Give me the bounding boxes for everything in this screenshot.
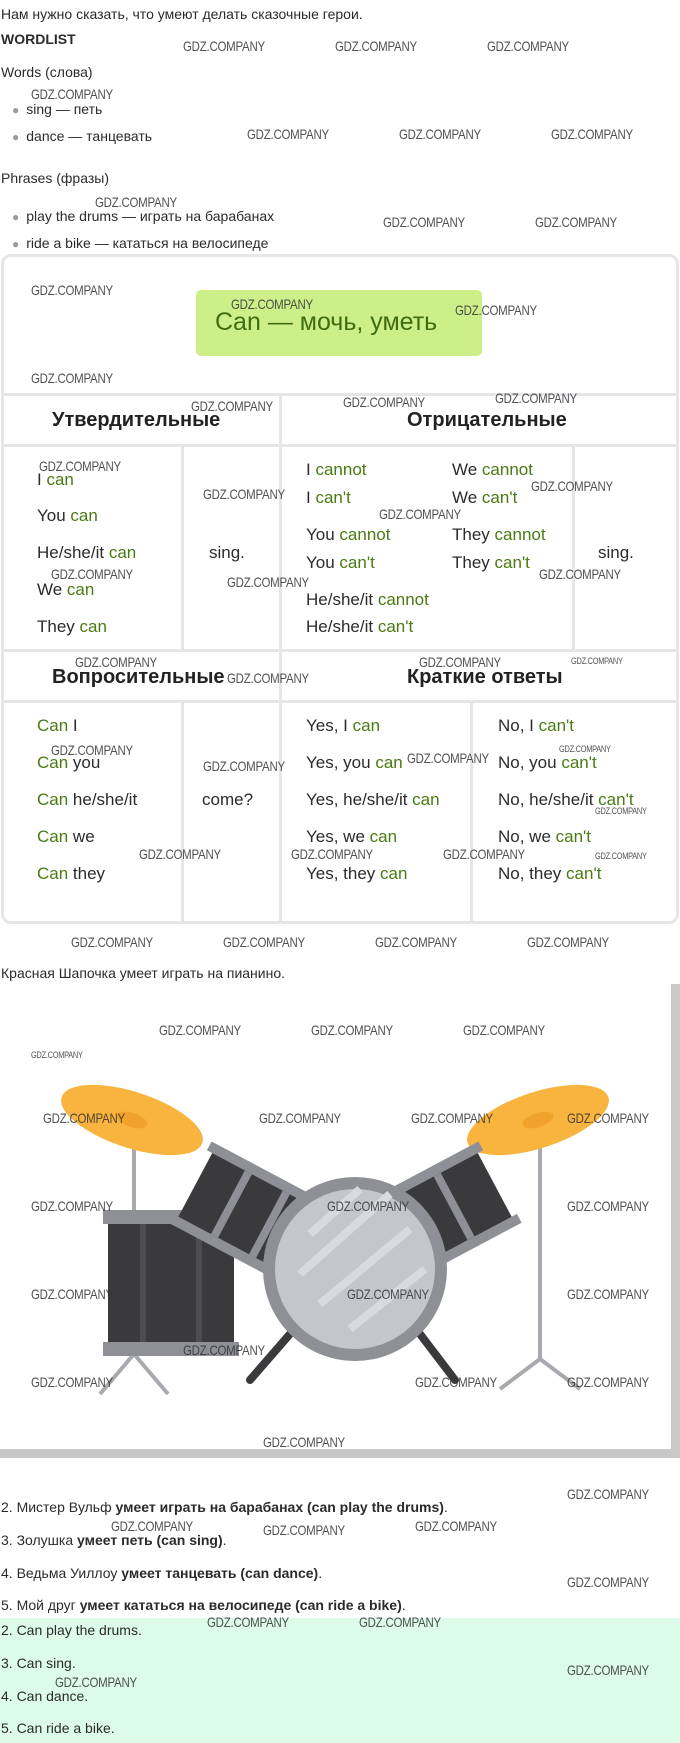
affirmative-main-verb: sing.	[209, 543, 245, 562]
phrases-title: Phrases (фразы)	[1, 170, 109, 186]
answer-line: 4. Can dance.	[1, 1688, 89, 1704]
watermark: GDZ.COMPANY	[375, 934, 457, 950]
watermark: GDZ.COMPANY	[311, 1022, 393, 1038]
phrase-item: ● ride a bike — кататься на велосипеде	[12, 235, 269, 251]
watermark: GDZ.COMPANY	[399, 126, 481, 142]
divider	[1, 444, 679, 447]
watermark: GDZ.COMPANY	[571, 656, 623, 666]
word-item: ● sing — петь	[12, 101, 103, 117]
affirmative-row: We can	[37, 580, 95, 599]
divider	[1, 393, 679, 396]
watermark: GDZ.COMPANY	[51, 742, 133, 758]
watermark: GDZ.COMPANY	[31, 1286, 113, 1302]
watermark: GDZ.COMPANY	[411, 1110, 493, 1126]
watermark: GDZ.COMPANY	[595, 851, 647, 861]
divider	[181, 700, 184, 924]
watermark: GDZ.COMPANY	[51, 566, 133, 582]
watermark: GDZ.COMPANY	[531, 478, 613, 494]
example-sentence: Красная Шапочка умеет играть на пианино.	[1, 965, 286, 981]
watermark: GDZ.COMPANY	[207, 1614, 289, 1630]
question-row: Can he/she/it	[37, 790, 138, 809]
translation-line: 4. Ведьма Уиллоу умеет танцевать (can dance).	[1, 1565, 323, 1581]
watermark: GDZ.COMPANY	[31, 86, 113, 102]
answer-no: No, he/she/it can't	[498, 790, 634, 809]
translation-line: 2. Мистер Вульф умеет играть на барабанах (can play the drums).	[1, 1499, 448, 1515]
answer-no: No, they can't	[498, 864, 602, 883]
grammar-title: Can — мочь, уметь	[215, 308, 438, 336]
affirmative-row: I can	[37, 470, 74, 489]
word-item: ● dance — танцевать	[12, 128, 153, 144]
watermark: GDZ.COMPANY	[567, 1286, 649, 1302]
watermark: GDZ.COMPANY	[567, 1374, 649, 1390]
watermark: GDZ.COMPANY	[159, 1022, 241, 1038]
negative-row: They cannot	[452, 525, 546, 544]
watermark: GDZ.COMPANY	[31, 1374, 113, 1390]
watermark: GDZ.COMPANY	[535, 214, 617, 230]
watermark: GDZ.COMPANY	[455, 302, 537, 318]
watermark: GDZ.COMPANY	[291, 846, 373, 862]
watermark: GDZ.COMPANY	[227, 574, 309, 590]
affirmative-row: They can	[37, 617, 107, 636]
divider	[1, 649, 679, 652]
watermark: GDZ.COMPANY	[383, 214, 465, 230]
watermark: GDZ.COMPANY	[407, 750, 489, 766]
question-row: Can they	[37, 864, 106, 883]
watermark: GDZ.COMPANY	[415, 1374, 497, 1390]
answer-yes: Yes, we can	[306, 827, 398, 846]
watermark: GDZ.COMPANY	[539, 566, 621, 582]
negative-row: He/she/it can't	[306, 617, 414, 636]
watermark: GDZ.COMPANY	[183, 38, 265, 54]
watermark: GDZ.COMPANY	[567, 1110, 649, 1126]
watermark: GDZ.COMPANY	[203, 486, 285, 502]
question-row: Can I	[37, 716, 78, 735]
watermark: GDZ.COMPANY	[343, 394, 425, 410]
watermark: GDZ.COMPANY	[463, 1022, 545, 1038]
question-main-verb: come?	[202, 790, 254, 809]
question-row: Can we	[37, 827, 95, 846]
answer-yes: Yes, I can	[306, 716, 381, 735]
watermark: GDZ.COMPANY	[379, 506, 461, 522]
watermark: GDZ.COMPANY	[327, 1198, 409, 1214]
watermark: GDZ.COMPANY	[487, 38, 569, 54]
header-affirmative: Утвердительные	[52, 409, 221, 431]
divider	[572, 444, 575, 649]
negative-row: They can't	[452, 553, 530, 572]
watermark: GDZ.COMPANY	[559, 744, 611, 754]
watermark: GDZ.COMPANY	[347, 1286, 429, 1302]
translation-line: 3. Золушка умеет петь (can sing).	[1, 1532, 227, 1548]
watermark: GDZ.COMPANY	[443, 846, 525, 862]
translation-line: 5. Мой друг умеет кататься на велосипеде (can ride a bike).	[1, 1597, 406, 1613]
watermark: GDZ.COMPANY	[263, 1434, 345, 1450]
divider	[1, 700, 679, 703]
divider	[279, 393, 282, 924]
watermark: GDZ.COMPANY	[223, 934, 305, 950]
header-questions: Вопросительные	[52, 666, 225, 688]
negative-row: I cannot	[306, 460, 367, 479]
intro-text: Нам нужно сказать, что умеют делать сказочные герои.	[1, 6, 363, 22]
negative-row: He/she/it cannot	[306, 590, 429, 609]
watermark: GDZ.COMPANY	[191, 398, 273, 414]
watermark: GDZ.COMPANY	[231, 296, 313, 312]
watermark: GDZ.COMPANY	[43, 1110, 125, 1126]
question-row: Can you	[37, 753, 101, 772]
watermark: GDZ.COMPANY	[419, 654, 501, 670]
watermark: GDZ.COMPANY	[415, 1518, 497, 1534]
header-short-answers: Краткие ответы	[407, 666, 563, 688]
watermark: GDZ.COMPANY	[247, 126, 329, 142]
affirmative-row: You can	[37, 506, 98, 525]
negative-row: We can't	[452, 488, 518, 507]
watermark: GDZ.COMPANY	[567, 1198, 649, 1214]
negative-main-verb: sing.	[598, 543, 634, 562]
wordlist-title: WORDLIST	[1, 31, 76, 47]
phrase-item: ● play the drums — играть на барабанах	[12, 208, 275, 224]
watermark: GDZ.COMPANY	[359, 1614, 441, 1630]
watermark: GDZ.COMPANY	[595, 806, 647, 816]
divider	[181, 444, 184, 649]
answer-no: No, you can't	[498, 753, 597, 772]
watermark: GDZ.COMPANY	[111, 1518, 193, 1534]
watermark: GDZ.COMPANY	[567, 1574, 649, 1590]
watermark: GDZ.COMPANY	[75, 654, 157, 670]
watermark: GDZ.COMPANY	[31, 1198, 113, 1214]
answer-no: No, I can't	[498, 716, 575, 735]
watermark: GDZ.COMPANY	[31, 1050, 83, 1060]
negative-row: We cannot	[452, 460, 533, 479]
words-title: Words (слова)	[1, 64, 93, 80]
watermark: GDZ.COMPANY	[551, 126, 633, 142]
negative-row: I can't	[306, 488, 351, 507]
watermark: GDZ.COMPANY	[39, 458, 121, 474]
watermark: GDZ.COMPANY	[31, 370, 113, 386]
watermark: GDZ.COMPANY	[55, 1674, 137, 1690]
header-negative: Отрицательные	[407, 409, 567, 431]
watermark: GDZ.COMPANY	[263, 1522, 345, 1538]
watermark: GDZ.COMPANY	[227, 670, 309, 686]
watermark: GDZ.COMPANY	[71, 934, 153, 950]
answer-line: 2. Can play the drums.	[1, 1622, 142, 1638]
watermark: GDZ.COMPANY	[203, 758, 285, 774]
negative-row: You can't	[306, 553, 375, 572]
negative-row: You cannot	[306, 525, 391, 544]
answer-no: No, we can't	[498, 827, 592, 846]
answer-line: 3. Can sing.	[1, 1655, 76, 1671]
answer-yes: Yes, they can	[306, 864, 408, 883]
watermark: GDZ.COMPANY	[567, 1486, 649, 1502]
answer-yes: Yes, you can	[306, 753, 403, 772]
answer-yes: Yes, he/she/it can	[306, 790, 440, 809]
watermark: GDZ.COMPANY	[139, 846, 221, 862]
affirmative-row: He/she/it can	[37, 543, 137, 562]
watermark: GDZ.COMPANY	[183, 1342, 265, 1358]
divider	[470, 700, 473, 924]
watermark: GDZ.COMPANY	[567, 1662, 649, 1678]
watermark: GDZ.COMPANY	[495, 390, 577, 406]
watermark: GDZ.COMPANY	[95, 194, 177, 210]
watermark: GDZ.COMPANY	[259, 1110, 341, 1126]
watermark: GDZ.COMPANY	[31, 282, 113, 298]
watermark: GDZ.COMPANY	[335, 38, 417, 54]
answer-line: 5. Can ride a bike.	[1, 1720, 115, 1736]
watermark: GDZ.COMPANY	[527, 934, 609, 950]
